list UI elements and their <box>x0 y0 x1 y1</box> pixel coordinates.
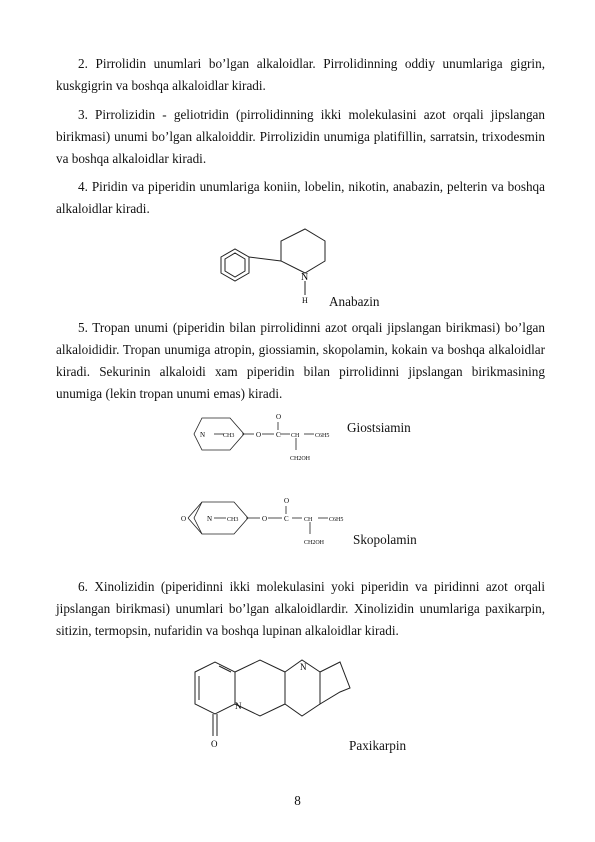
paragraph-6: 6. Xinolizidin (piperidinni ikki molekulasini yoki piperidin va piridinni azot orqali jipslangan birikmasi) unumlari bo’lgan alkaloidlardir. Xinolizidin unumlariga paxikarpin, sitizin, termopsin, nufaridin va boshqa lupinan alkaloidlar kiradi. <box>56 579 545 638</box>
giostsiamin-ch3: CH3 <box>223 433 235 439</box>
skopolamin-n-atom: N <box>207 515 213 523</box>
caption-paxikarpin: Paxikarpin <box>349 738 407 753</box>
caption-giostsiamin: Giostsiamin <box>347 420 411 435</box>
paxikarpin-structure <box>190 652 355 752</box>
caption-anabazin: Anabazin <box>329 294 380 309</box>
giostsiamin-carbonyl-o: O <box>276 413 282 421</box>
giostsiamin-structure <box>190 410 350 465</box>
anabazin-h-atom: H <box>302 296 308 305</box>
paxikarpin-n-atom-1: N <box>235 701 242 711</box>
skopolamin-carbonyl-o: O <box>284 497 290 505</box>
paxikarpin-n-atom-2: N <box>300 662 307 672</box>
paragraph-5: 5. Tropan unumi (piperidin bilan pirrolidinni azot orqali jipslangan birikmasi) bo’lgan alkaloididir. Tropan unumiga atropin, giossiamin, skopolamin, kokain va boshqa alkaloidlar kiradi. Sekurinin alkaloidi xam piperidin bilan pirrolidinni jipslangan birikmasining unumiga (lekin tropan unumi emas) kiradi. <box>56 320 545 401</box>
skopolamin-ch: CH <box>304 517 313 523</box>
giostsiamin-ch2oh: CH2OH <box>290 456 311 462</box>
skopolamin-c6h5: C6H5 <box>329 517 344 523</box>
paxikarpin-o-atom: O <box>211 739 218 749</box>
paragraph-2: 2. Pirrolidin unumlari bo’lgan alkaloidlar. Pirrolidinning oddiy unumlariga gigrin, kuskgigrin va boshqa alkaloidlar kiradi. <box>56 56 545 93</box>
skopolamin-ch3: CH3 <box>227 517 239 523</box>
giostsiamin-carbonyl-c: C <box>276 431 281 439</box>
skopolamin-ester-o: O <box>262 515 268 523</box>
giostsiamin-c6h5: C6H5 <box>315 433 330 439</box>
page-number: 8 <box>294 793 301 808</box>
skopolamin-epoxide-o: O <box>181 515 187 523</box>
giostsiamin-ch: CH <box>291 433 300 439</box>
paragraph-4: 4. Piridin va piperidin unumlariga koniin, lobelin, nikotin, anabazin, pelterin va boshqa alkaloidlar kiradi. <box>56 179 545 216</box>
caption-skopolamin: Skopolamin <box>353 532 417 547</box>
skopolamin-ch2oh: CH2OH <box>304 540 325 546</box>
anabazin-structure <box>215 225 335 305</box>
skopolamin-structure <box>178 494 358 549</box>
anabazin-n-atom: N <box>301 272 309 283</box>
giostsiamin-n-atom: N <box>200 431 206 439</box>
skopolamin-carbonyl-c: C <box>284 515 289 523</box>
paragraph-3: 3. Pirrolizidin - geliotridin (pirrolidinning ikki molekulasini azot orqali jipslangan birikmasi) unumi bo’lgan alkaloiddir. Pirrolizidin unumiga platifillin, sarratsin, trixodesmin va boshqa alkaloidlar kiradi. <box>56 107 545 166</box>
giostsiamin-ester-o: O <box>256 431 262 439</box>
